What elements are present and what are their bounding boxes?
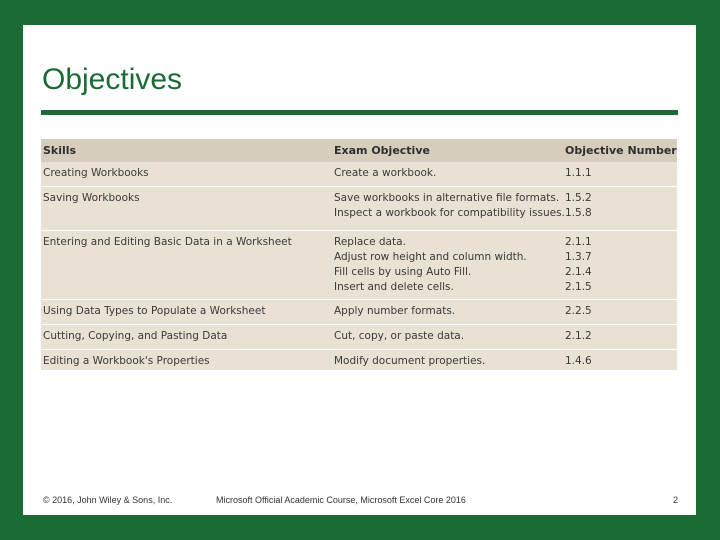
objective-number: 2.1.4: [565, 266, 592, 278]
number-cell: [563, 350, 677, 375]
objective-line: Create a workbook.: [334, 167, 437, 179]
objective-line: Adjust row height and column width.: [334, 251, 527, 263]
skill-cell: Cutting, Copying, and Pasting Data: [41, 325, 332, 350]
objective-number: 1.5.8: [565, 207, 592, 219]
objective-number: 2.1.1: [565, 236, 592, 248]
objective-cell: [332, 162, 563, 187]
header-exam-objective: Exam Objective: [332, 139, 563, 162]
objective-line: Inspect a workbook for compatibility issues.: [334, 207, 565, 219]
objective-line: Modify document properties.: [334, 355, 486, 367]
header-objective-number: Objective Number: [563, 139, 677, 162]
slide: [23, 25, 696, 515]
objective-line: Fill cells by using Auto Fill.: [334, 266, 472, 278]
objective-number: 1.3.7: [565, 251, 592, 263]
objective-cell: [332, 187, 563, 231]
objective-cell: [332, 300, 563, 325]
skill-cell: Using Data Types to Populate a Worksheet: [41, 300, 332, 325]
title-underline: [41, 110, 678, 115]
skill-cell: Creating Workbooks: [43, 167, 149, 179]
objective-number: 1.5.2: [565, 192, 592, 204]
number-cell: [563, 325, 677, 350]
objectives-table: [41, 139, 677, 374]
footer-course-title: Microsoft Official Academic Course, Microsoft Excel Core 2016: [216, 495, 466, 505]
table-row: [41, 231, 677, 300]
table-row: [41, 325, 677, 350]
header-skills: Skills: [41, 139, 332, 162]
skill-cell: Saving Workbooks: [41, 187, 332, 231]
skill-cell: Entering and Editing Basic Data in a Worksheet: [41, 231, 332, 300]
objectives-table-container: [41, 139, 677, 370]
objective-number: 2.2.5: [565, 305, 592, 317]
objective-cell: [332, 325, 563, 350]
objective-number: 2.1.5: [565, 281, 592, 293]
objective-cell: [332, 350, 563, 375]
slide-title: Objectives: [42, 63, 183, 96]
number-cell: [563, 162, 677, 187]
number-cell: [563, 231, 677, 300]
objective-number: 1.4.6: [565, 355, 592, 367]
table-row: [41, 300, 677, 325]
objective-line: Apply number formats.: [334, 305, 456, 317]
footer-copyright: © 2016, John Wiley & Sons, Inc.: [43, 495, 173, 505]
objective-number: 2.1.2: [565, 330, 592, 342]
objective-cell: [332, 231, 563, 300]
objective-line: Insert and delete cells.: [334, 281, 454, 293]
table-row: [41, 187, 677, 231]
number-cell: [563, 300, 677, 325]
objective-line: Cut, copy, or paste data.: [334, 330, 465, 342]
page-number: 2: [672, 495, 678, 505]
objective-number: 1.1.1: [565, 167, 592, 179]
skill-cell: Editing a Workbook's Properties: [41, 350, 332, 375]
table-row: [41, 162, 677, 187]
objective-line: Save workbooks in alternative file formats.: [334, 192, 560, 204]
table-header-row: [41, 139, 677, 162]
number-cell: [563, 187, 677, 231]
table-row: [41, 350, 677, 375]
objective-line: Replace data.: [334, 236, 406, 248]
